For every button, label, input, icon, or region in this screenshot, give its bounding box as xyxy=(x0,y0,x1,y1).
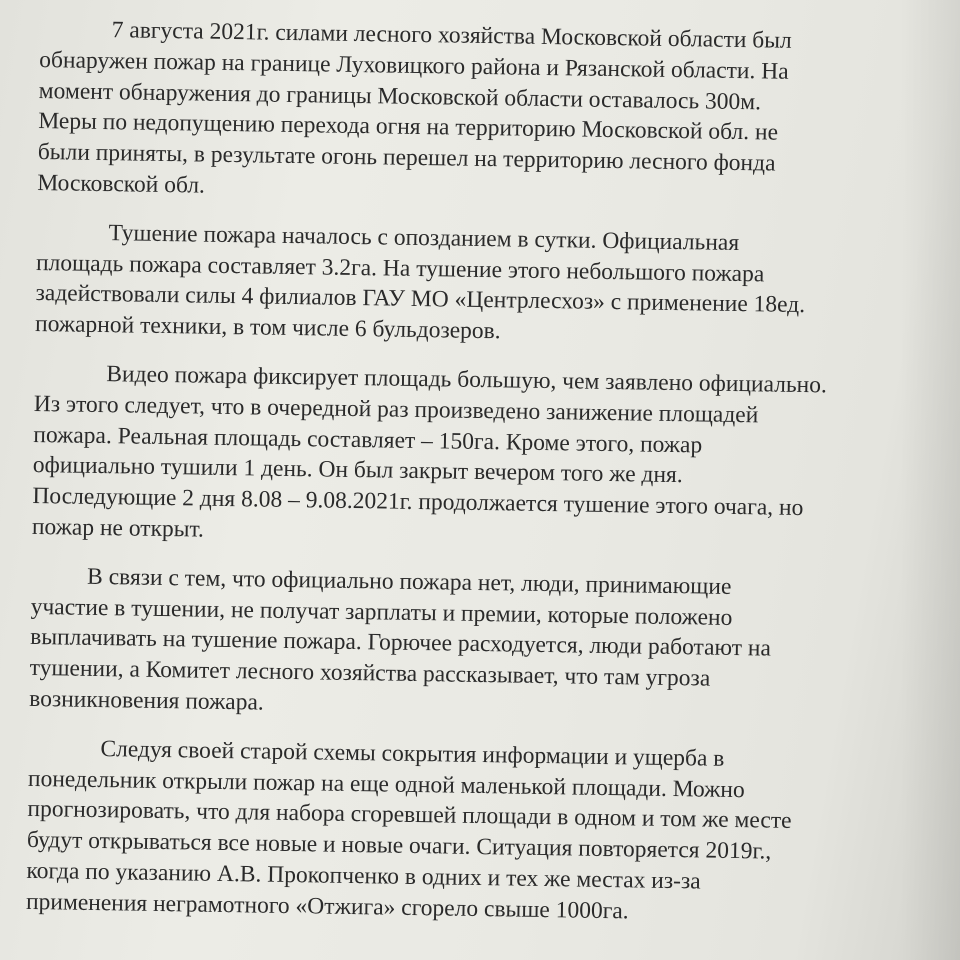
paragraph-line: Следуя своей старой схемы сокрытия информации и ущерба в xyxy=(100,735,725,772)
paragraph-line: Московской обл. xyxy=(37,169,206,199)
paragraph-line: будут открываться все новые и новые очаги. Ситуация повторяется 2019г., xyxy=(26,827,772,865)
paragraph-line: момент обнаружения до границы Московской области оставалось 300м. xyxy=(38,77,762,115)
paragraph-line: 7 августа 2021г. силами лесного хозяйства Московской области был xyxy=(111,17,792,54)
paragraph-line: были приняты, в результате огонь перешел на территорию лесного фонда xyxy=(37,139,776,177)
paragraph-line: когда по указанию А.В. Прокопченко в одних и тех же местах из-за xyxy=(26,857,701,895)
paragraph-3 xyxy=(32,358,955,557)
paragraph-line: тушении, а Комитет лесного хозяйства рассказывает, что там угроза xyxy=(29,655,711,692)
paragraph-5 xyxy=(26,733,949,932)
paragraph-line: прогнозировать, что для набора сгоревшей площади в одном и том же месте xyxy=(27,796,792,835)
paragraph-4 xyxy=(29,561,951,729)
paragraph-line: Последующие 2 дня 8.08 – 9.08.2021г. продолжается тушение этого очага, но xyxy=(32,483,804,522)
paragraph-line: площадь пожара составляет 3.2га. На тушение этого небольшого пожара xyxy=(35,249,765,287)
paragraph-line: применения неграмотного «Отжига» сгорело свыше 1000га. xyxy=(25,888,629,925)
paragraph-line: Видео пожара фиксирует площадь большую, чем заявлено официально. xyxy=(106,361,828,399)
paragraph-line: задействовали силы 4 филиалов ГАУ МО «Центрлесхоз» с применение 18ед. xyxy=(35,280,806,319)
paragraph-line: участие в тушении, не получат зарплаты и премии, которые положено xyxy=(30,593,733,631)
paragraph-1 xyxy=(37,14,960,213)
paragraph-line: обнаружен пожар на границе Луховицкого района и Рязанской области. На xyxy=(39,46,789,85)
paragraph-line: пожар не открыт. xyxy=(31,513,205,543)
paragraph-line: пожарной техники, в том числе 6 бульдозеров. xyxy=(34,311,501,345)
paragraph-line: выплачивать на тушение пожара. Горючее расходуется, люди работают на xyxy=(30,624,772,662)
paragraph-line: возникновения пожара. xyxy=(29,685,264,716)
paragraph-line: официально тушили 1 день. Он был закрыт вечером того же дня. xyxy=(32,452,683,489)
paragraph-line: понедельник открыли пожар на еще одной маленькой площади. Можно xyxy=(27,765,745,803)
paragraph-2 xyxy=(35,217,957,355)
paragraph-line: В связи с тем, что официально пожара нет, люди, принимающие xyxy=(86,563,732,600)
paragraph-line: пожара. Реальная площадь составляет – 150га. Кроме этого, пожар xyxy=(33,421,703,459)
paragraph-line: Меры по недопущению перехода огня на территорию Московской обл. не xyxy=(38,108,779,146)
paragraph-line: Тушение пожара началось с опозданием в сутки. Официальная xyxy=(108,219,740,256)
paragraph-line: Из этого следует, что в очередной раз произведено занижение площадей xyxy=(33,390,759,429)
document-body xyxy=(26,14,960,950)
